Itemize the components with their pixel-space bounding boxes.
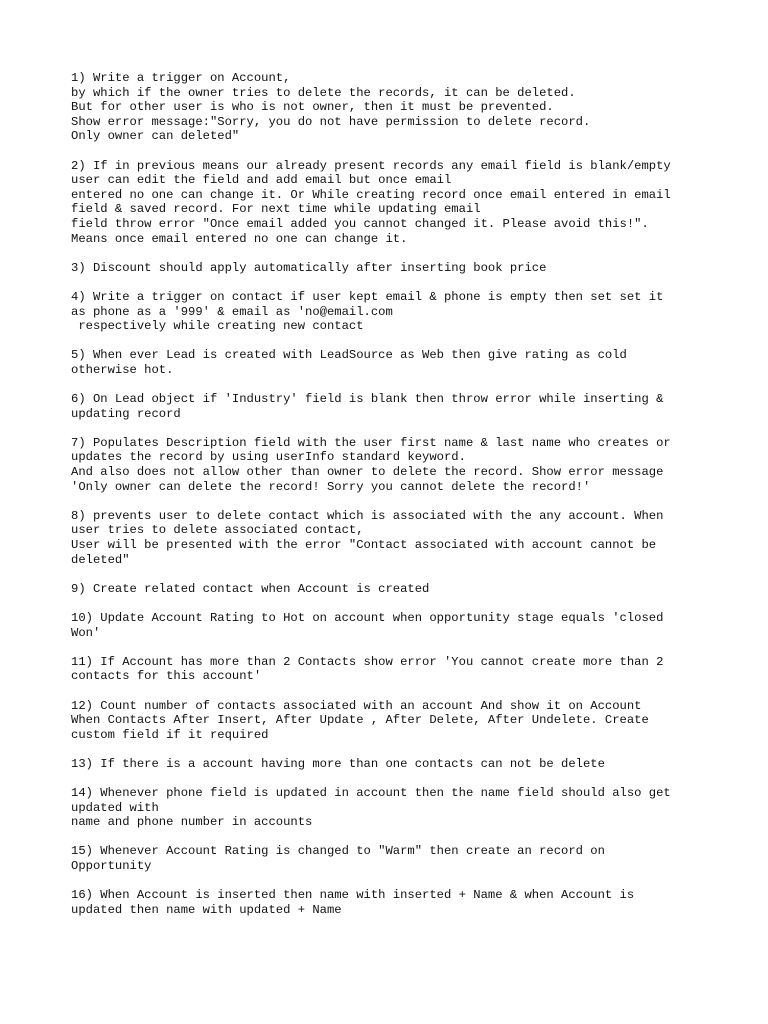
document-body — [71, 71, 711, 932]
text-line: And also does not allow other than owner to delete the record. Show error message — [71, 465, 664, 480]
list-item — [71, 786, 711, 830]
text-line: 9) Create related contact when Account is created — [71, 581, 430, 596]
text-line: 'Only owner can delete the record! Sorry you cannot delete the record!' — [71, 479, 591, 494]
list-item — [71, 844, 711, 873]
text-line: 6) On Lead object if 'Industry' field is blank then throw error while inserting & — [71, 392, 664, 407]
text-line: 13) If there is a account having more than one contacts can not be delete — [71, 756, 605, 771]
text-line: But for other user is who is not owner, then it must be prevented. — [71, 100, 554, 115]
text-line: as phone as a '999' & email as 'no@email.com — [71, 304, 393, 319]
text-line: Won' — [71, 625, 101, 640]
text-line: 14) Whenever phone field is updated in account then the name field should also get — [71, 786, 671, 801]
text-line: updated with — [71, 800, 159, 815]
text-line: 11) If Account has more than 2 Contacts show error 'You cannot create more than 2 — [71, 654, 664, 669]
text-line: deleted" — [71, 552, 130, 567]
text-line: custom field if it required — [71, 727, 269, 742]
text-line: 4) Write a trigger on contact if user kept email & phone is empty then set set it — [71, 289, 664, 304]
list-item — [71, 509, 711, 567]
text-line: name and phone number in accounts — [71, 815, 313, 830]
text-line: Opportunity — [71, 859, 152, 874]
list-item — [71, 888, 711, 917]
list-item — [71, 611, 711, 640]
list-item — [71, 261, 711, 276]
list-item — [71, 582, 711, 597]
text-line: User will be presented with the error "Contact associated with account cannot be — [71, 538, 657, 552]
text-line: 15) Whenever Account Rating is changed to "Warm" then create an record on — [71, 844, 605, 859]
text-line: updated then name with updated + Name — [71, 902, 342, 917]
list-item — [71, 159, 711, 247]
text-line: otherwise hot. — [71, 362, 174, 377]
text-line: Means once email entered no one can change it. — [71, 231, 408, 246]
text-line: 16) When Account is inserted then name with inserted + Name & when Account is — [71, 888, 635, 903]
text-line: 7) Populates Description field with the user first name & last name who creates or — [71, 435, 671, 450]
text-line: 5) When ever Lead is created with LeadSource as Web then give rating as cold — [71, 348, 627, 363]
text-line: When Contacts After Insert, After Update , After Delete, After Undelete. Create — [71, 713, 649, 728]
text-line: Only owner can deleted" — [71, 129, 240, 144]
text-line: 3) Discount should apply automatically after inserting book price — [71, 260, 547, 275]
list-item — [71, 436, 711, 494]
text-line: 12) Count number of contacts associated with an account And show it on Account — [71, 698, 642, 713]
text-line: field throw error "Once email added you cannot changed it. Please avoid this!". — [71, 216, 649, 231]
text-line: 10) Update Account Rating to Hot on account when opportunity stage equals 'closed — [71, 610, 664, 625]
text-line: 8) prevents user to delete contact which is associated with the any account. When — [71, 508, 664, 523]
text-line: contacts for this account' — [71, 669, 262, 684]
text-line: updating record — [71, 406, 181, 421]
text-line: field & saved record. For next time while updating email — [71, 202, 481, 217]
list-item — [71, 757, 711, 772]
text-line: updates the record by using userInfo standard keyword. — [71, 450, 466, 465]
text-line: Show error message:"Sorry, you do not have permission to delete record. — [71, 114, 591, 129]
text-line: respectively while creating new contact — [71, 319, 364, 334]
text-line: entered no one can change it. Or While creating record once email entered in email — [71, 187, 671, 202]
list-item — [71, 290, 711, 334]
text-line: by which if the owner tries to delete the records, it can be deleted. — [71, 85, 576, 100]
text-line: 2) If in previous means our already present records any email field is blank/empty — [71, 158, 671, 173]
text-line: user can edit the field and add email but once email — [71, 173, 452, 188]
list-item — [71, 71, 711, 144]
list-item — [71, 699, 711, 743]
list-item — [71, 392, 711, 421]
list-item — [71, 655, 711, 684]
list-item — [71, 348, 711, 377]
text-line: user tries to delete associated contact, — [71, 523, 364, 538]
text-line: 1) Write a trigger on Account, — [71, 71, 291, 85]
